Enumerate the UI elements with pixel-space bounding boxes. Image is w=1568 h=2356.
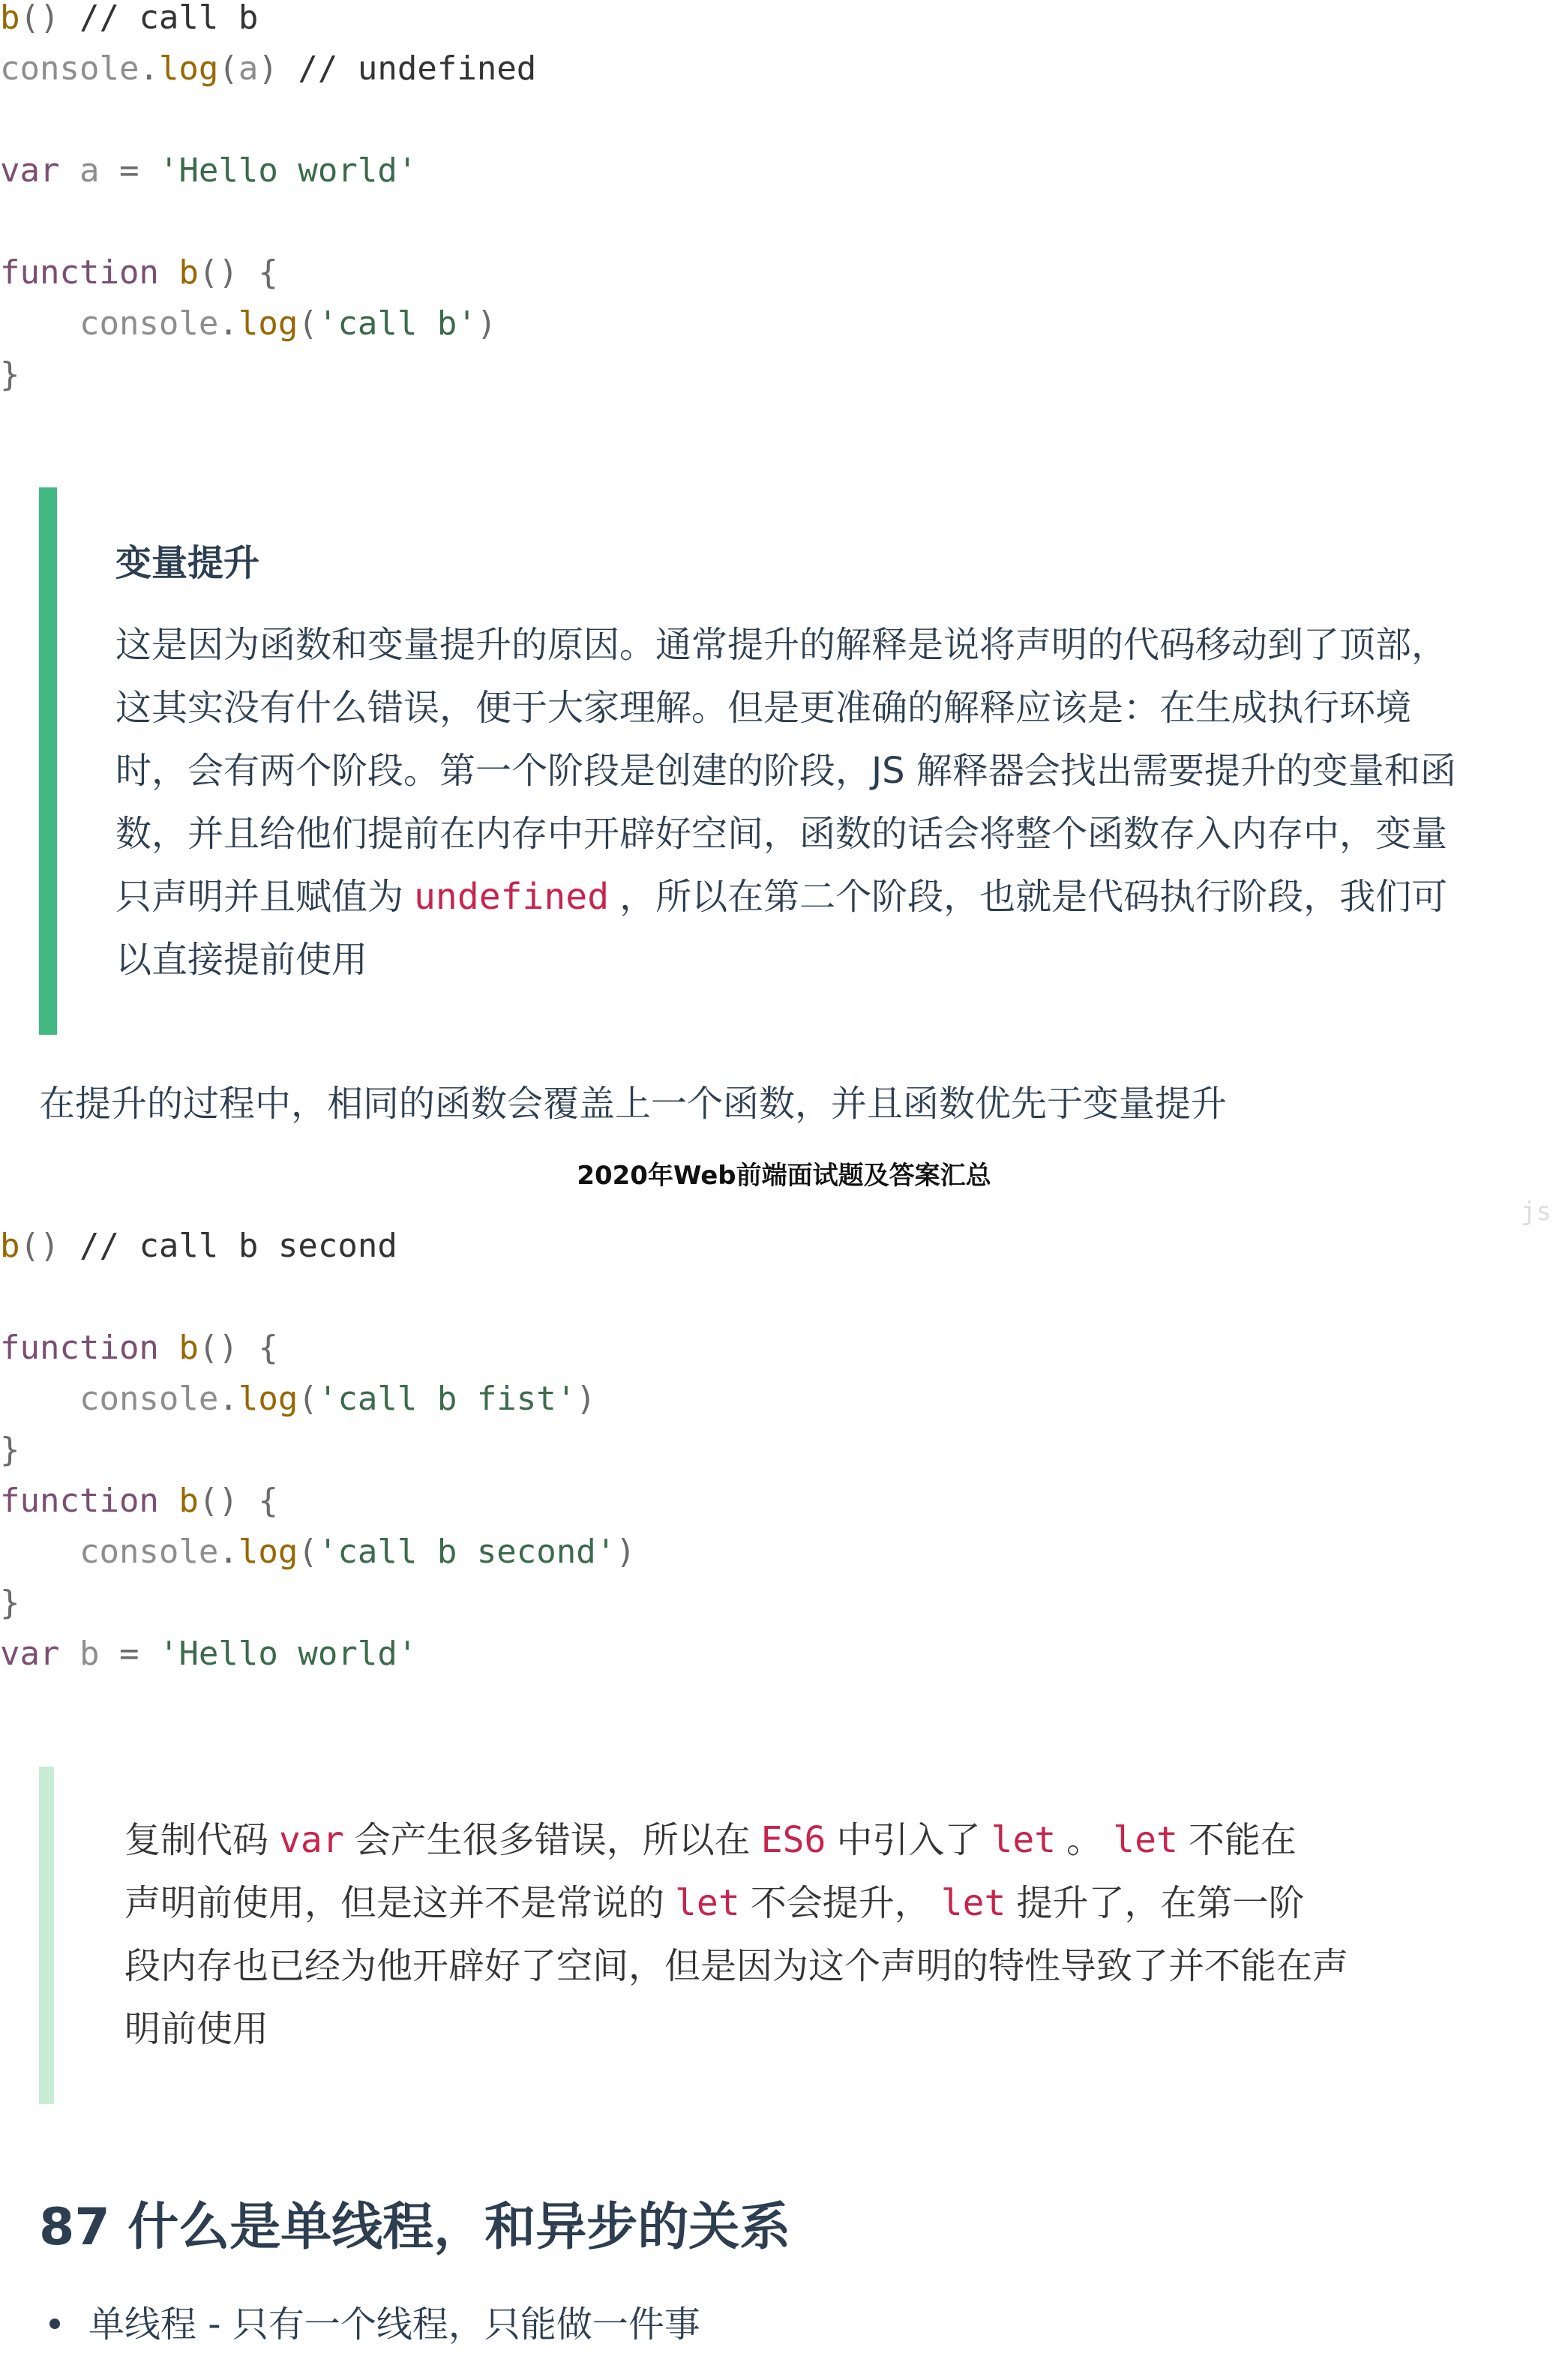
section-heading: 87 什么是单线程，和异步的关系 (39, 2198, 791, 2257)
code-token: ) (258, 49, 278, 88)
code-line (0, 1374, 1530, 1425)
code-token: // call b second (59, 1227, 397, 1265)
code-line (0, 1629, 1530, 1680)
code-token: . (218, 1380, 238, 1418)
code-token: ( (298, 1380, 318, 1418)
code-line (0, 1578, 1530, 1629)
code-token: } (0, 1584, 20, 1622)
text-segment: ，所以在第二个阶段，也就是代码执行阶段，我们可 (619, 876, 1448, 918)
code-line (0, 1425, 1530, 1476)
code-token: b (158, 253, 199, 292)
watermark-title: 2020年Web前端面试题及答案汇总 (577, 1161, 991, 1191)
code-token: 'call b' (317, 304, 477, 343)
list-item (39, 2298, 700, 2352)
code-token: ) (476, 304, 497, 343)
code-token: console (0, 1380, 219, 1418)
code-token: ( (218, 49, 238, 88)
code-line (0, 1527, 1530, 1578)
code-token: ( (298, 304, 318, 343)
code-token: ) (616, 1533, 636, 1571)
blockquote-body (124, 1809, 1444, 2061)
code-line (0, 247, 1530, 298)
text-segment: 提升了，在第一阶 (1016, 1882, 1305, 1924)
code-line (0, 1221, 1530, 1272)
paragraph-function-override: 在提升的过程中，相同的函数会覆盖上一个函数，并且函数优先于变量提升 (39, 1083, 1228, 1125)
blockquote-body (115, 613, 1525, 991)
text-line (115, 865, 1525, 928)
code-token: b (0, 0, 20, 37)
text-segment: 声明前使用，但是这并不是常说的 (124, 1882, 665, 1924)
code-token: log (238, 304, 298, 343)
code-token: 'Hello world' (158, 151, 418, 190)
code-line (0, 1323, 1530, 1374)
code-token: b (158, 1482, 199, 1520)
text-line: 时，会有两个阶段。第一个阶段是创建的阶段，JS 解释器会找出需要提升的变量和函 (115, 750, 1456, 792)
code-token: () { (198, 1482, 278, 1520)
code-token: b (0, 1227, 20, 1265)
code-token: = (99, 151, 159, 190)
inline-code-let: let (940, 1882, 1006, 1924)
code-token: log (158, 49, 219, 88)
bullet-dot-icon (49, 2319, 60, 2329)
code-token: ) (576, 1380, 596, 1418)
code-token: () { (198, 253, 278, 292)
code-block-hoisting-example (0, 0, 1530, 400)
code-line (0, 0, 1530, 43)
code-token: . (218, 304, 238, 343)
code-token: () (19, 1227, 60, 1265)
inline-code-var: var (279, 1819, 344, 1861)
code-block-function-override (0, 1221, 1530, 1680)
code-token: 'call b fist' (317, 1380, 577, 1418)
inline-code-es6: ES6 (760, 1819, 826, 1861)
code-token: 'Hello world' (158, 1635, 418, 1673)
code-token: 'call b second' (317, 1533, 616, 1571)
code-token: () { (198, 1329, 278, 1367)
code-line (0, 1476, 1530, 1527)
code-token: a (238, 49, 259, 88)
code-token: b (59, 1635, 100, 1673)
inline-code-let: let (675, 1882, 740, 1924)
code-token: console (0, 49, 139, 88)
code-token: . (139, 49, 159, 88)
code-token: function (0, 1482, 159, 1520)
text-segment: 复制代码 (124, 1819, 269, 1861)
text-line: 明前使用 (124, 2008, 269, 2050)
code-token: log (238, 1380, 298, 1418)
code-token: var (0, 151, 60, 190)
code-line (0, 43, 1530, 94)
text-line: 数，并且给他们提前在内存中开辟好空间，函数的话会将整个函数存入内存中，变量 (115, 813, 1448, 855)
inline-code-let: let (991, 1819, 1057, 1861)
list-item-text: 单线程 - 只有一个线程，只能做一件事 (88, 2304, 700, 2346)
blockquote-title: 变量提升 (115, 542, 260, 584)
code-line (0, 196, 1530, 247)
text-segment: 会产生很多错误，所以在 (354, 1819, 751, 1861)
code-token: console (0, 1533, 219, 1571)
code-token: () (19, 0, 60, 37)
code-token: function (0, 1329, 159, 1367)
inline-code-let: let (1113, 1819, 1178, 1861)
code-token: } (0, 1431, 20, 1469)
code-line (0, 145, 1530, 196)
code-token: . (218, 1533, 238, 1571)
text-line (124, 1809, 1444, 1872)
code-language-tag: js (1521, 1197, 1552, 1227)
text-segment: 。 (1066, 1819, 1103, 1861)
text-line (124, 1872, 1444, 1935)
inline-code-undefined: undefined (414, 876, 610, 918)
code-line (0, 1272, 1530, 1323)
code-token: a (59, 151, 100, 190)
code-token: function (0, 253, 159, 292)
text-segment: 中引入了 (836, 1819, 981, 1861)
code-token: var (0, 1635, 60, 1673)
code-token: = (99, 1635, 159, 1673)
code-line (0, 298, 1530, 349)
code-token: log (238, 1533, 298, 1571)
code-line (0, 94, 1530, 145)
text-line: 这其实没有什么错误，便于大家理解。但是更准确的解释应该是：在生成执行环境 (115, 687, 1412, 729)
text-line: 段内存也已经为他开辟好了空间，但是因为这个声明的特性导致了并不能在声 (124, 1945, 1349, 1987)
text-segment: 只声明并且赋值为 (115, 876, 404, 918)
code-token: // call b (59, 0, 259, 37)
code-token: // undefined (277, 49, 537, 88)
text-segment: 不能在 (1188, 1819, 1297, 1861)
code-line (0, 349, 1530, 400)
code-token: console (0, 304, 219, 343)
code-token: b (158, 1329, 199, 1367)
text-line: 以直接提前使用 (115, 939, 368, 981)
text-segment: 不会提升， (750, 1882, 931, 1924)
text-line: 这是因为函数和变量提升的原因。通常提升的解释是说将声明的代码移动到了顶部， (115, 624, 1448, 666)
code-token: } (0, 355, 20, 394)
code-token: ( (298, 1533, 318, 1571)
